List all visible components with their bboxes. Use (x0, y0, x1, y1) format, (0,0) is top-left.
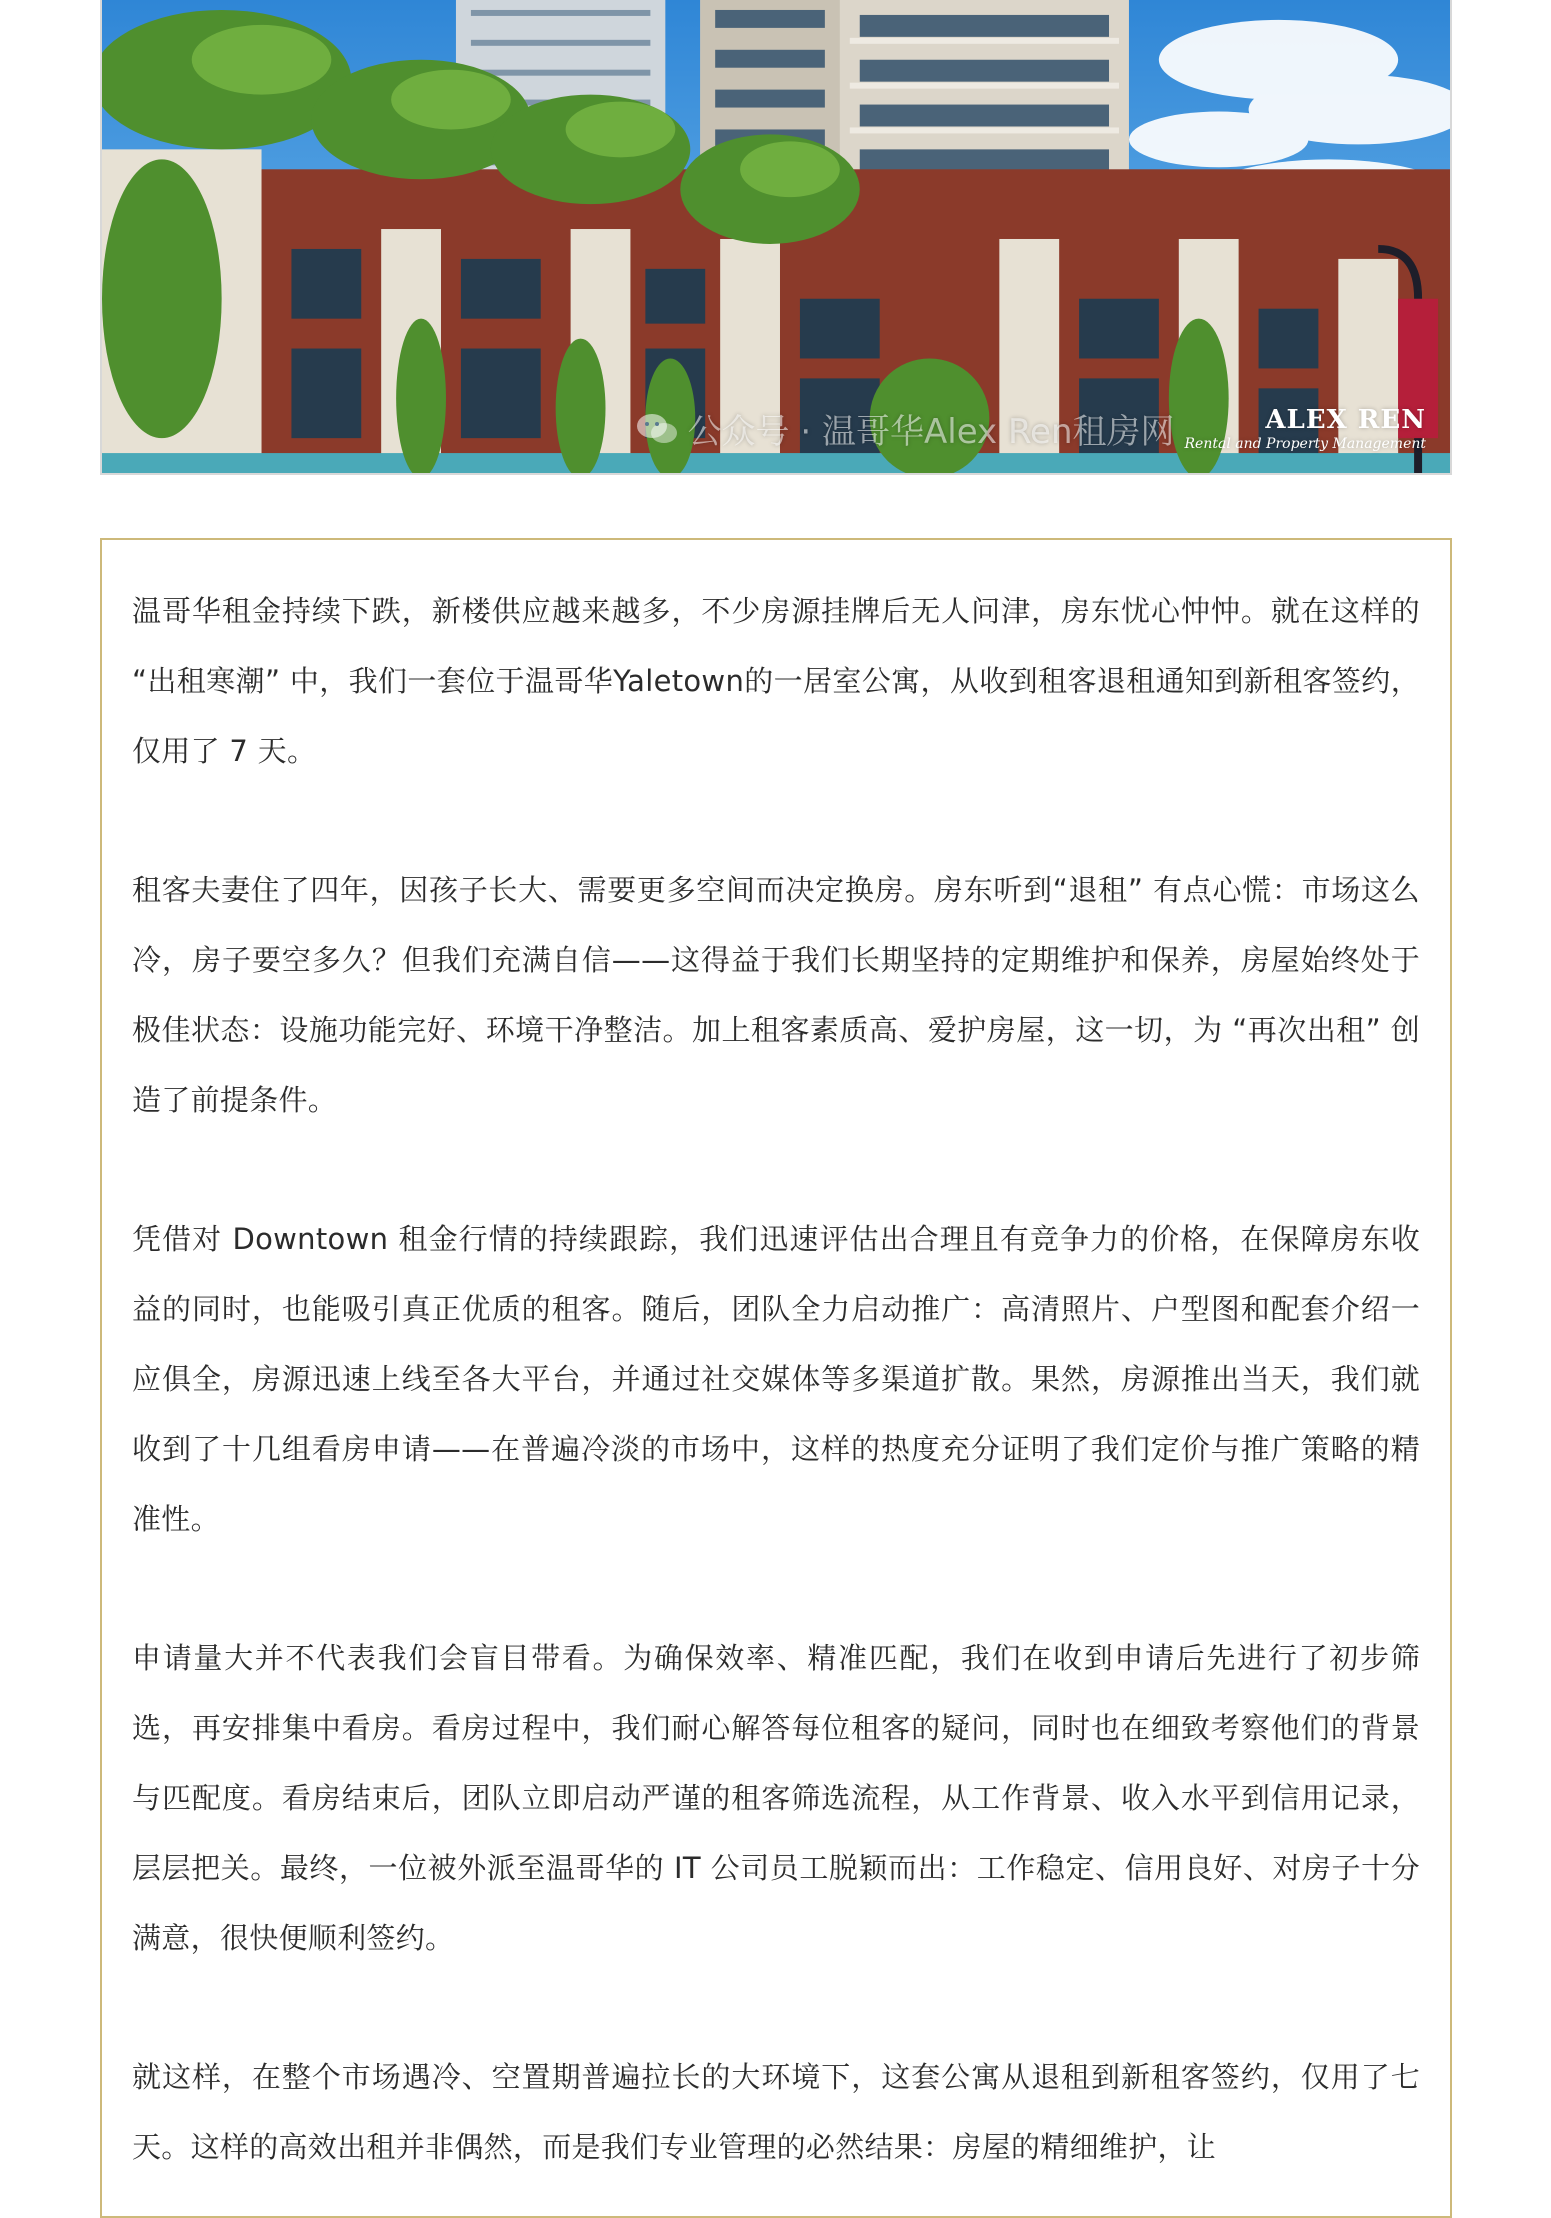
brand-name: ALEX REN (1265, 404, 1426, 435)
article-box (100, 538, 1452, 2218)
watermark-text: 公众号 · 温哥华Alex Ren租房网 (687, 412, 1175, 452)
wechat-icon (636, 412, 678, 446)
paragraph-2: 租客夫妻住了四年，因孩子长大、需要更多空间而决定换房。房东听到“退租” 有点心慌：市场这么冷，房子要空多久？但我们充满自信——这得益于我们长期坚持的定期维护和保养，房屋始终处于极佳状态：设施功能完好、环境干净整洁。加上租客素质高、爱护房屋，这一切，为 “再次出租” 创造了前提条件。 (132, 873, 1420, 1117)
brand-tagline: Rental and Property Management (1184, 435, 1426, 452)
paragraph-4: 申请量大并不代表我们会盲目带看。为确保效率、精准匹配，我们在收到申请后先进行了初步筛选，再安排集中看房。看房过程中，我们耐心解答每位租客的疑问，同时也在细致考察他们的背景与匹配度。看房结束后，团队立即启动严谨的租客筛选流程，从工作背景、收入水平到信用记录，层层把关。最终，一位被外派至温哥华的 IT 公司员工脱颖而出：工作稳定、信用良好、对房子十分满意，很快便顺利签约。 (132, 1641, 1420, 1955)
watermark (636, 404, 1426, 453)
hero-photo (100, 0, 1452, 475)
paragraph-1: 温哥华租金持续下跌，新楼供应越来越多，不少房源挂牌后无人问津，房东忧心忡忡。就在这样的 “出租寒潮” 中，我们一套位于温哥华Yaletown的一居室公寓，从收到租客退租通知到新租客签约，仅用了 7 天。 (132, 594, 1420, 768)
brand-logo (1184, 404, 1426, 452)
paragraph-5: 就这样，在整个市场遇冷、空置期普遍拉长的大环境下，这套公寓从退租到新租客签约，仅用了七天。这样的高效出租并非偶然，而是我们专业管理的必然结果：房屋的精细维护，让 (132, 2060, 1420, 2164)
building-illustration (102, 0, 1450, 473)
paragraph-3: 凭借对 Downtown 租金行情的持续跟踪，我们迅速评估出合理且有竞争力的价格，在保障房东收益的同时，也能吸引真正优质的租客。随后，团队全力启动推广：高清照片、户型图和配套介绍一应俱全，房源迅速上线至各大平台，并通过社交媒体等多渠道扩散。果然，房源推出当天，我们就收到了十几组看房申请——在普遍冷淡的市场中，这样的热度充分证明了我们定价与推广策略的精准性。 (132, 1222, 1420, 1536)
